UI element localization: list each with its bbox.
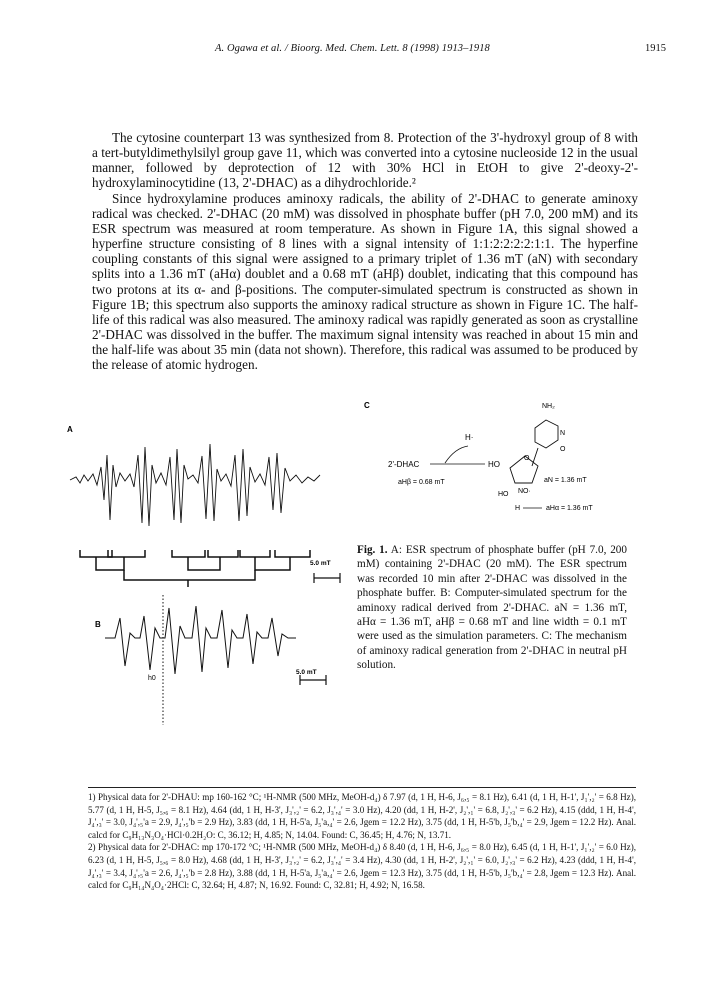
panel-a-label: A [67,425,73,434]
footnote-1: 1) Physical data for 2'-DHAU: mp 160-162 °C; ¹H-NMR (500 MHz, MeOH-d₄) δ 7.97 (d, 1 H, H-6, J₆,₅ = 8.1 Hz), 6.41 (d, 1 H, H-1', J₁',₂' = 6.8 Hz), 5.77 (d, 1 H, H-5, J₅,₆ = 8.1 Hz), 4.64 (dd, 1 H, H-3', J₃',₂' = 6.2, J₃',₄' = 3.0 Hz), 4.20 (dd, 1 H, H-2', J₂',₁' = 6.8, J₂',₃' = 6.2 Hz), 4.15 (ddd, 1 H, H-4', J₄',₃' = 3.0, J₄',₅'a = 2.9, J₄',₅'b = 2.9 Hz), 3.83 (dd, 1 H, H-5'a, J₅'a,₄' = 2.6, Jgem = 12.2 Hz), 3.75 (dd, 1 H, H-5'b, J₅'b,₄' = 2.9, Jgem = 12.2 Hz). Anal. calcd for C₉H₁₃N₃O₄·HCl·0.2H₂O: C, 36.12; H, 4.85; N, 14.04. Found: C, 36.45; H, 4.76; N, 13.71. [88,792,636,840]
page-number: 1915 [645,43,666,54]
paragraph-synthesis: The cytosine counterpart 13 was synthesized from 8. Protection of the 3'-hydroxyl group of 8 with a tert-butyldimethylsilyl group gave 11, which was converted into a cytosine nucleoside 12 in the usual manner, followed by deprotection of 12 with 30% HCl in EtOH to give 2'-deoxy-2'-hydroxylaminocytidine (13, 2'-DHAC) as a dihydrochloride.² [92,130,638,191]
caption-text: A: ESR spectrum of phosphate buffer (pH 7.0, 200 mM) containing 2'-DHAC (20 mM). The ESR spectrum was recorded 10 min after 2'-DHAC was dissolved in the phosphate buffer. B: Computer-simulated spectrum for the aminoxy radical derived from 2'-DHAC. aN = 1.36 mT, aHα = 1.36 mT, aHβ = 0.68 mT and line width = 0.1 mT were used as the simulation parameters. C: The mechanism of aminoxy radical generation from 2'-DHAC in neutral pH solution. [357,544,627,672]
scheme-h-radical: H· [465,433,474,442]
scheme-ahbeta: aHβ = 0.68 mT [398,479,445,486]
caption-label: Fig. 1. [357,544,388,556]
scale-bar-a [314,573,340,583]
footnote-2: 2) Physical data for 2'-DHAC: mp 170-172 °C; ¹H-NMR (500 MHz, MeOH-d₄) δ 8.40 (d, 1 H, H-6, J₆,₅ = 8.0 Hz), 6.45 (d, 1 H, H-1', J₁',₂' = 6.0 Hz), 6.23 (d, 1 H, H-5, J₅,₆ = 8.0 Hz), 4.68 (dd, 1 H, H-3', J₃',₂' = 6.2, J₃',₄' = 3.4 Hz), 4.30 (dd, 1 H, H-2', J₂',₁' = 6.0, J₂',₃' = 6.2 Hz), 4.23 (ddd, 1 H, H-4', J₄',₃' = 3.4, J₄',₅'a = 2.6, J₄',₅'b = 2.8 Hz), 3.88 (dd, 1 H, H-5'a, J₅'a,₄' = 2.6, Jgem = 12.3 Hz), 3.75 (dd, 1 H, H-5'b, J₅'b,₄' = 2.8, Jgem = 12.3 Hz). Anal. calcd for C₉H₁₄N₄O₄·2HCl: C, 32.64; H, 4.87; N, 16.92. Found: C, 32.81; H, 4.92; N, 16.58. [88,842,636,891]
scheme-no: NO· [518,488,531,495]
running-head: A. Ogawa et al. / Bioorg. Med. Chem. Lett. 8 (1998) 1913–1918 [215,43,490,54]
scale-bar-b [300,675,326,685]
footnotes [88,791,636,892]
scale-bar-a-label: 5.0 mT [310,560,331,567]
figure-caption [357,543,627,673]
scheme-nh2: NH₂ [542,403,555,410]
panel-c-label: C [364,401,370,410]
radical-mechanism-scheme [360,388,640,528]
scheme-ring-o: O [524,455,530,462]
curved-arrow-icon [445,446,468,463]
simulated-spectrum [60,588,360,688]
scale-bar-b-label: 5.0 mT [296,669,317,676]
cytosine-ring [535,420,558,448]
scheme-h: H [515,505,521,512]
footnote-rule [88,787,636,788]
spectrum-a-trace [70,444,320,526]
scheme-compound: 2'-DHAC [388,460,420,469]
scheme-n: N [560,430,566,437]
panel-b-label: B [95,620,101,629]
scheme-ho2: HO [498,491,509,498]
scheme-ho: HO [488,460,500,469]
h0-label: h0 [148,675,156,682]
scheme-base-o: O [560,446,566,453]
scheme-an: aN = 1.36 mT [544,477,587,484]
paragraph-esr: Since hydroxylamine produces aminoxy radicals, the ability of 2'-DHAC to generate aminoxy radical was checked. 2'-DHAC (20 mM) was dissolved in phosphate buffer (pH 7.0, 200 mM) and its ESR spectrum was measured at room temperature. As shown in Figure 1A, this signal showed a hyperfine structure consisting of 8 lines with a signal intensity of 1:1:2:2:2:2:1:1. The hyperfine coupling constants of this signal were assigned to a primary triplet of 1.36 mT (aN) with secondary splits into a 1.36 mT (aHα) doublet and a 0.68 mT (aHβ) doublet, indicating that this compound has two protons at its α- and β-positions. The computer-simulated spectrum is constructed as shown in Figure 1B; this spectrum also supports the aminoxy radical structure as shown in Figure 1C. The half-life of this radical was also measured. The aminoxy radical was rapidly generated as soon as crystalline 2'-DHAC was dissolved in the buffer. The maximum signal intensity was reached in about 15 min and the half-life was about 35 min (data not shown). Therefore, this radical was assumed to be produced by the release of atomic hydrogen. [92,191,638,373]
spectrum-b-trace [105,606,296,674]
scheme-ahalpha: aHα = 1.36 mT [546,505,593,512]
hyperfine-stick-diagram [80,550,310,587]
